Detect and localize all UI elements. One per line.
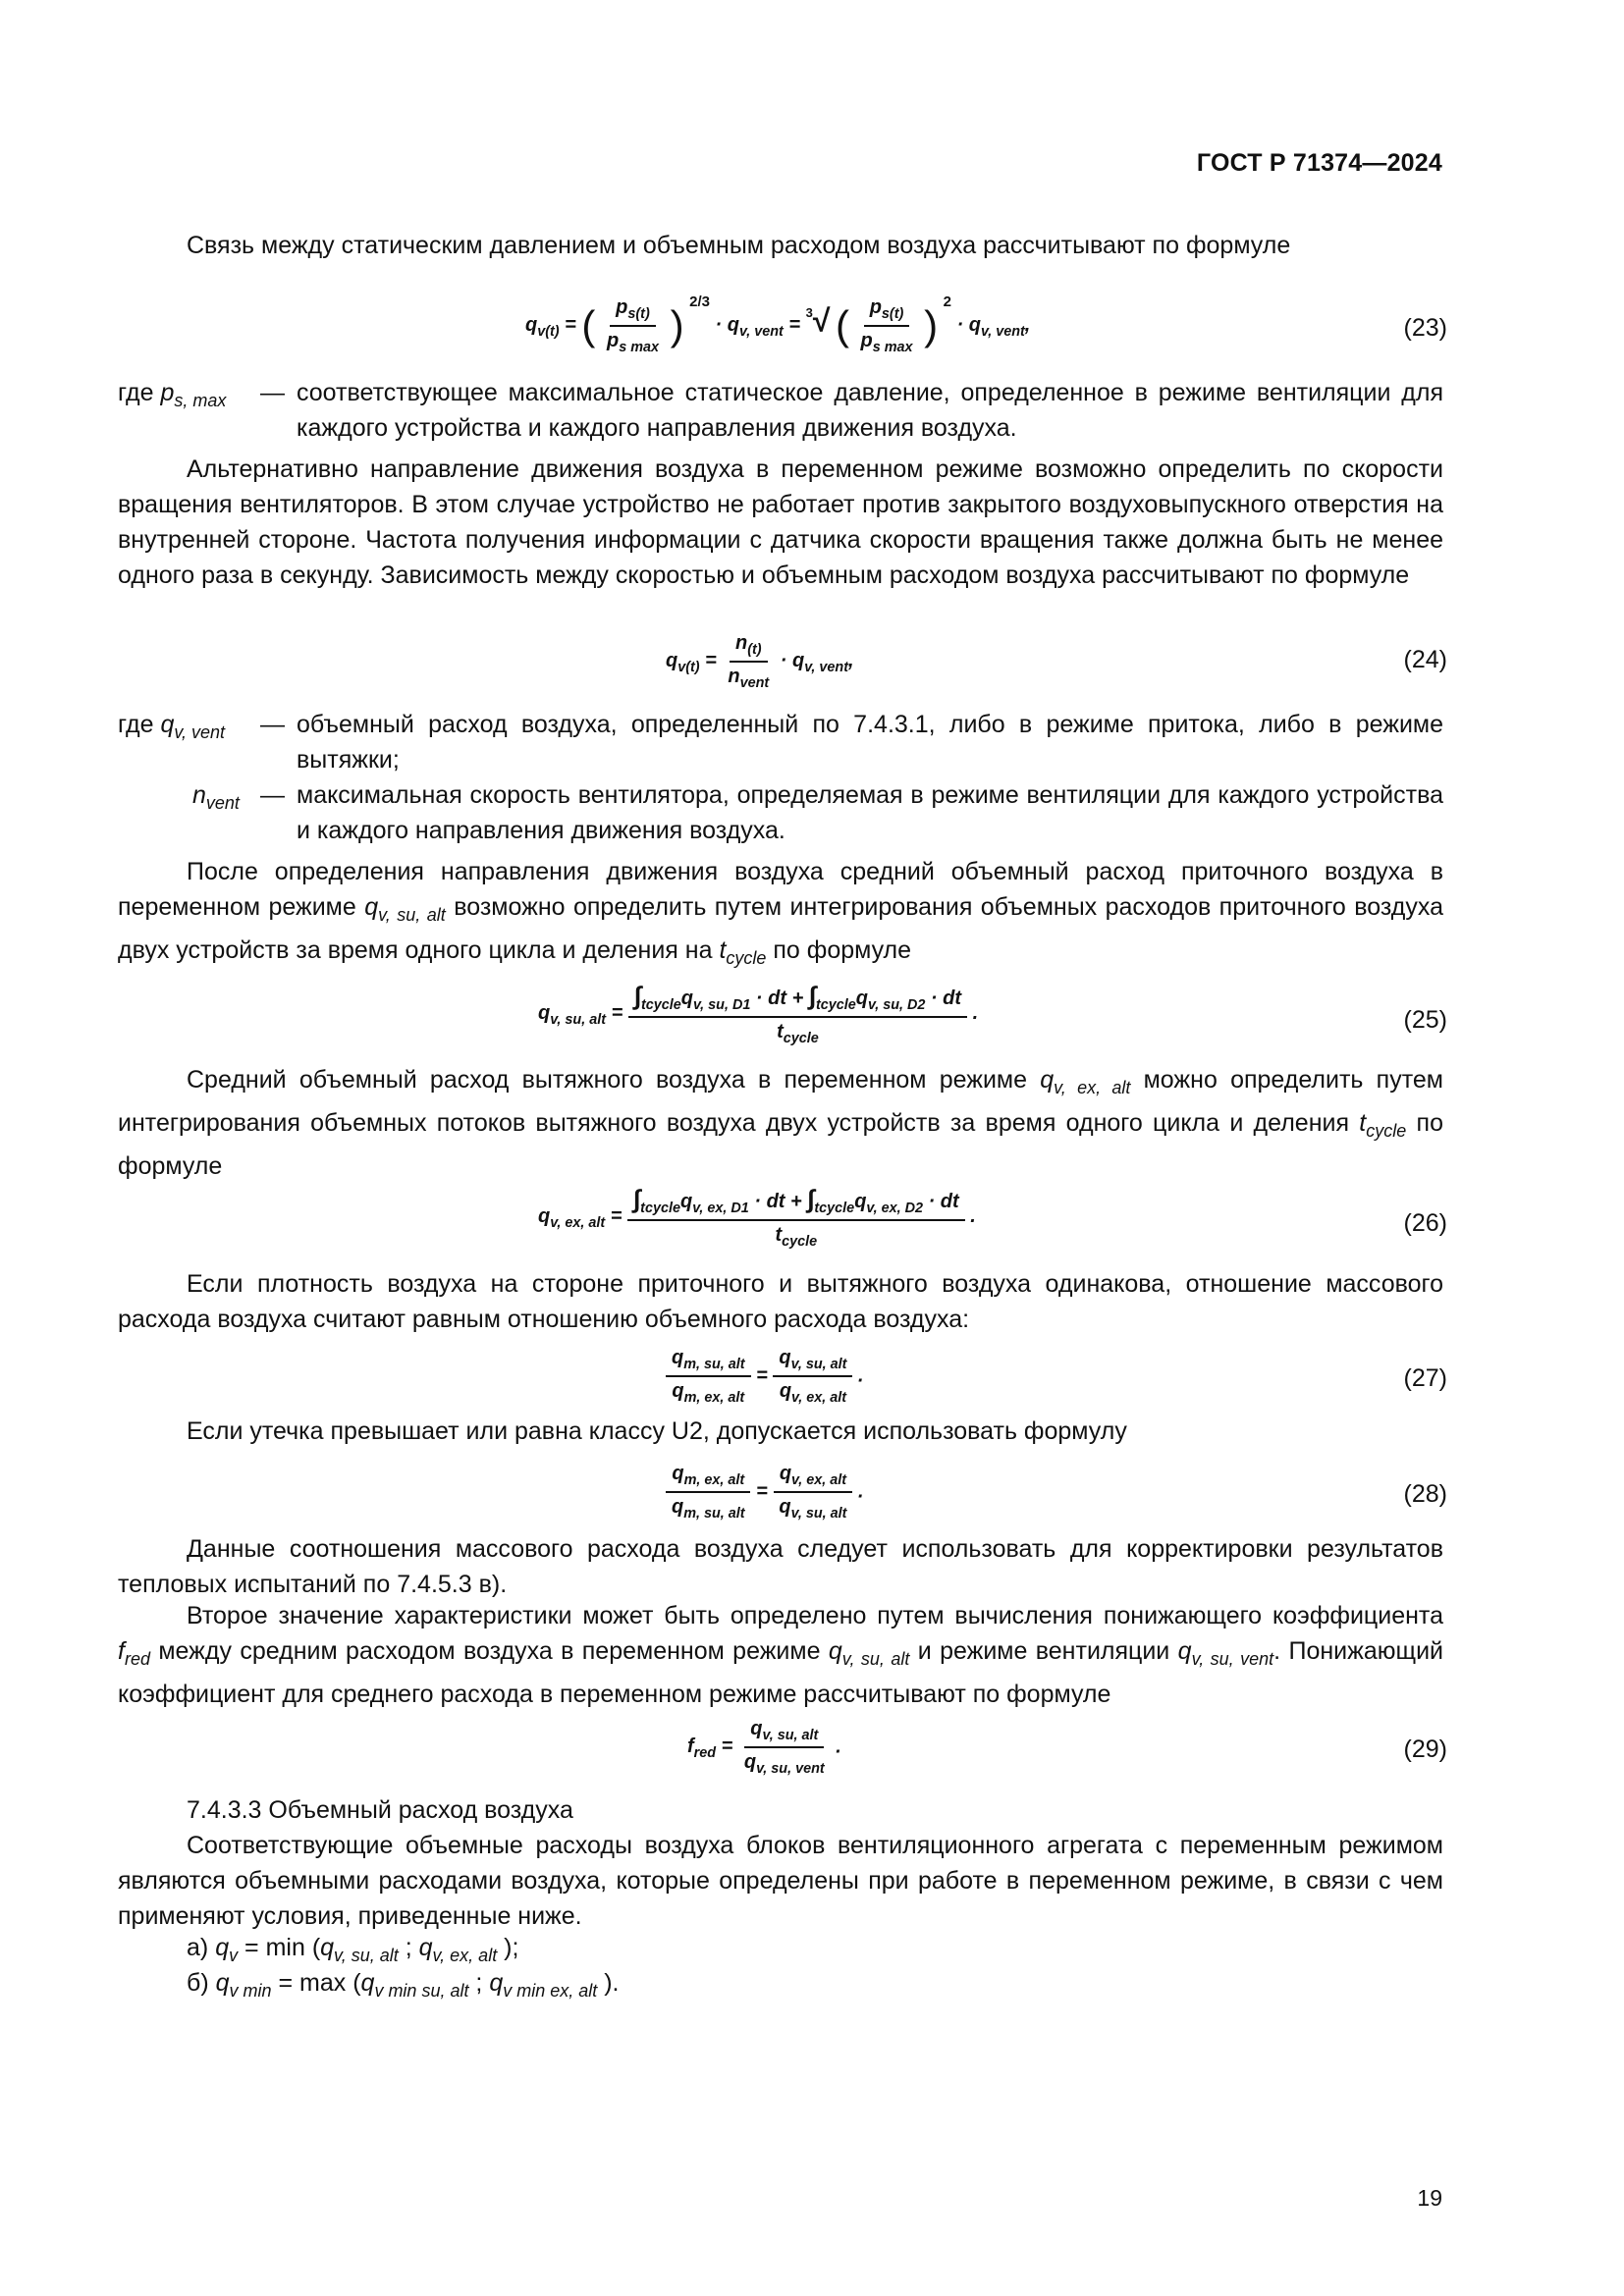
paragraph-5: Если плотность воздуха на стороне приточного и вытяжного воздуха одинакова, отношение массового расхода воздуха считают равным отношению объемного расхода воздуха: bbox=[118, 1270, 1443, 1333]
equation-number-24: (24) bbox=[1403, 646, 1447, 673]
nvent-symbol: $n_{vent}$ bbox=[192, 781, 240, 813]
formula-26-body: $q_{v, ex, alt}$ = $\frac{\int_{tcycle}q_{v, ex, D1} \cdot dt + \int_{tcycle}q_{v, ex, D2} \cdot dt}{t_{cycle}}$ . bbox=[538, 1184, 976, 1250]
formula-25 bbox=[0, 977, 1624, 1065]
equation-number-26: (26) bbox=[1403, 1209, 1447, 1237]
paragraph-8-part-d: Понижающий коэффициент для среднего расхода в переменном режиме рассчитывают по формуле bbox=[118, 1637, 1444, 1708]
formula-26 bbox=[0, 1180, 1624, 1268]
paragraph-9: Соответствующие объемные расходы воздуха блоков вентиляционного агрегата с переменным режимом являются объемными расходами воздуха, которые определены при работе в переменном режиме, в связи с чем применяют условия, приведенные ниже. bbox=[118, 1832, 1443, 1930]
definition-ps-max: соответствующее максимальное статическое давление, определенное в режиме вентиляции для каждого устройства и каждого направления движения воздуха. bbox=[297, 379, 1443, 442]
formula-28-body: $\frac{q_{m, ex, alt}}{q_{m, su, alt}}$ = $\frac{q_{v, ex, alt}}{q_{v, su, alt}}$ . bbox=[666, 1463, 864, 1522]
paragraph-4-part-a: Средний объемный расход вытяжного воздуха в переменном режиме bbox=[187, 1066, 1028, 1094]
def-dash-3: — bbox=[260, 781, 285, 809]
formula-29-body: $f_{red}$ = $\frac{q_{v, su, alt}}{q_{v, su, vent}}$ . bbox=[687, 1718, 841, 1777]
def-dash-2: — bbox=[260, 711, 285, 738]
formula-27-body: $\frac{q_{m, su, alt}}{q_{m, ex, alt}}$ = $\frac{q_{v, su, alt}}{q_{v, ex, alt}}$ . bbox=[666, 1347, 864, 1406]
formula-29 bbox=[0, 1716, 1624, 1789]
paragraph-2: Альтернативно направление движения воздуха в переменном режиме возможно определить по скорости вращения вентиляторов. В этом случае устройство не работает против закрытого воздуховыпускного отверстия на внутренней стороне. Частота получения информации с датчика скорости вращения также должна быть не менее одного раза в секунду. Зависимость между скоростью и объемным расходом воздуха рассчитывают по формуле bbox=[118, 455, 1443, 589]
equation-number-27: (27) bbox=[1403, 1364, 1447, 1392]
paragraph-3-part-c: по формуле bbox=[773, 936, 912, 964]
paragraph-3: После определения направления движения воздуха средний объемный расход приточного воздуха в переменном режиме $q_{v, su, alt}$ возможно определить путем интегрирования объемных расходов приточного воздуха двух устройств за время одного цикла и деления на $t_{cycle}$ по формуле bbox=[118, 858, 1443, 968]
def-dash-1: — bbox=[260, 379, 285, 406]
where-label-2: где $q_{v, vent}$ bbox=[118, 711, 226, 742]
list-item-b: б) $q_{v min} = \max (q_{v min su, alt}$ ; $q_{v min ex, alt}$ ). bbox=[187, 1969, 620, 2001]
definition-qv-vent: объемный расход воздуха, определенный по 7.4.3.1, либо в режиме притока, либо в режиме вытяжки; bbox=[297, 711, 1443, 774]
formula-27 bbox=[0, 1345, 1624, 1418]
paragraph-3-part-b: возможно определить путем интегрирования объемных расходов приточного воздуха двух устройств за время одного цикла и деления на bbox=[118, 893, 1443, 964]
equation-number-28: (28) bbox=[1403, 1480, 1447, 1508]
where-word: где bbox=[118, 379, 154, 406]
paragraph-3-part-a: После определения направления движения воздуха средний объемный расход приточного воздуха в переменном режиме bbox=[118, 858, 1443, 921]
paragraph-8-part-c: и режиме вентиляции bbox=[917, 1637, 1170, 1665]
formula-23-body: $q_{v(t)}$ = ( $\frac{p_{s(t)}}{p_{s max}}$ ) $^{2/3} \cdot q_{v, vent} = ^3√$ ( $\frac{p_{s(t)}}{p_{s max}}$ ) $^2 \cdot q_{v, vent}$, bbox=[525, 293, 1031, 355]
definition-n-vent: максимальная скорость вентилятора, определяемая в режиме вентиляции для каждого устройства и каждого направления движения воздуха. bbox=[297, 781, 1443, 844]
paragraph-1: Связь между статическим давлением и объемным расходом воздуха рассчитывают по формуле bbox=[187, 232, 1291, 259]
section-heading: 7.4.3.3 Объемный расход воздуха bbox=[187, 1796, 573, 1824]
list-label-b: б) bbox=[187, 1969, 209, 1997]
paragraph-4-part-c: по формуле bbox=[118, 1109, 1443, 1180]
list-item-a: а) $q_v = \min (q_{v, su, alt}$ ; $q_{v, ex, alt}$ ); bbox=[187, 1934, 519, 1965]
formula-23 bbox=[0, 277, 1624, 365]
formula-24 bbox=[0, 628, 1624, 707]
paragraph-7: Данные соотношения массового расхода воздуха следует использовать для корректировки результатов тепловых испытаний по 7.4.5.3 в). bbox=[118, 1535, 1443, 1598]
paragraph-8: Второе значение характеристики может быть определено путем вычисления понижающего коэффициента $f_{red}$ между средним расходом воздуха в переменном режиме $q_{v, su, alt}$ и режиме вентиляции $q_{v, su, vent}$. Понижающий коэффициент для среднего расхода в переменном режиме рассчитывают по формуле bbox=[118, 1602, 1444, 1708]
formula-28 bbox=[0, 1461, 1624, 1534]
equation-number-25: (25) bbox=[1403, 1006, 1447, 1034]
paragraph-4: Средний объемный расход вытяжного воздуха в переменном режиме $q_{v, ex, alt}$ можно определить путем интегрирования объемных потоков вытяжного воздуха двух устройств за время одного цикла и деления $t_{cycle}$ по формуле bbox=[118, 1066, 1443, 1180]
where-word-2: где bbox=[118, 711, 154, 738]
formula-25-body: $q_{v, su, alt}$ = $\frac{\int_{tcycle}q_{v, su, D1} \cdot dt + \int_{tcycle}q_{v, su, D2} \cdot dt}{t_{cycle}}$ . bbox=[538, 981, 979, 1046]
paragraph-4-part-b: можно определить путем интегрирования объемных потоков вытяжного воздуха двух устройств за время одного цикла и деления bbox=[118, 1066, 1443, 1137]
list-label-a: а) bbox=[187, 1934, 209, 1961]
page-number: 19 bbox=[1417, 2185, 1442, 2211]
equation-number-23: (23) bbox=[1403, 314, 1447, 342]
paragraph-8-part-a: Второе значение характеристики может быть определено путем вычисления понижающего коэффициента bbox=[187, 1602, 1443, 1629]
paragraph-8-part-b: между средним расходом воздуха в переменном режиме bbox=[158, 1637, 821, 1665]
formula-24-body: $q_{v(t)}$ = $\frac{n_{(t)}}{n_{vent}}$ · $q_{v, vent}$, bbox=[666, 632, 854, 691]
paragraph-6: Если утечка превышает или равна классу U2, допускается использовать формулу bbox=[187, 1417, 1127, 1445]
where-label: где $p_{s, max}$ bbox=[118, 379, 227, 410]
equation-number-29: (29) bbox=[1403, 1735, 1447, 1763]
document-header: ГОСТ Р 71374—2024 bbox=[1196, 149, 1442, 177]
